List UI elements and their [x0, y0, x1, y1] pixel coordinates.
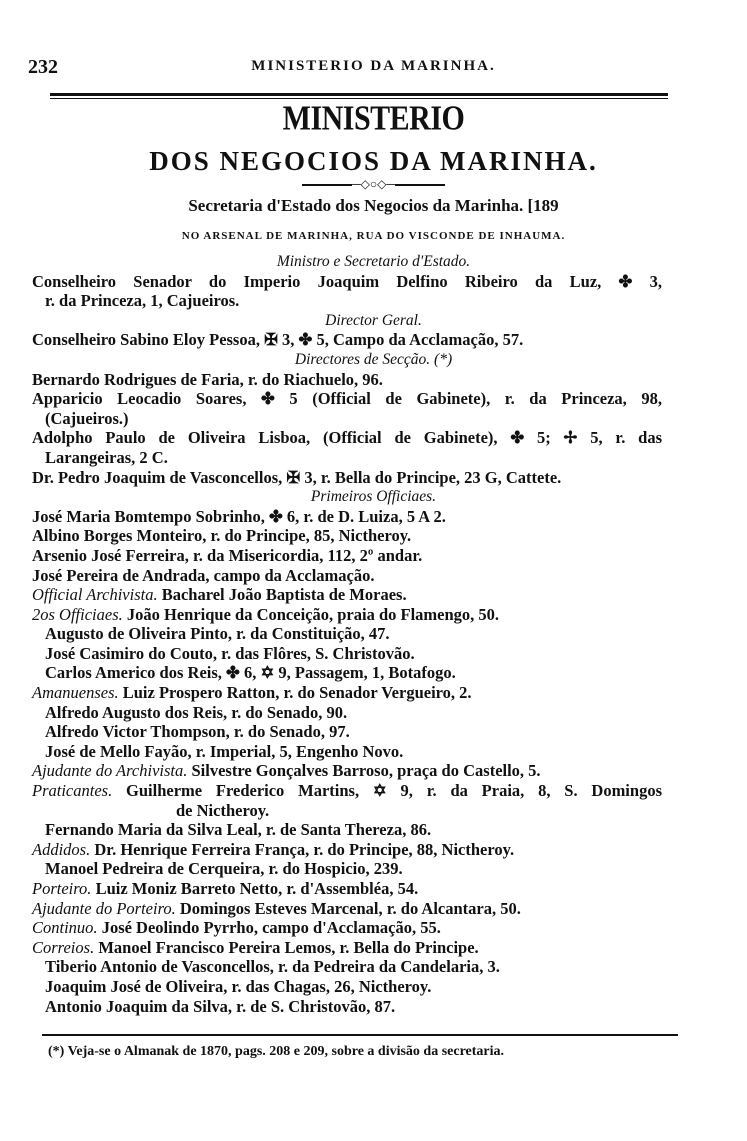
role-label: Ajudante do Porteiro. [32, 898, 176, 918]
list-item [0, 722, 747, 742]
entry-text: Manoel Pedreira de Cerqueira, r. do Hospicio, 239. [45, 859, 403, 879]
list-item [0, 742, 747, 762]
entry-text: Augusto de Oliveira Pinto, r. da Constituição, 47. [45, 624, 390, 644]
entry-text: Fernando Maria da Silva Leal, r. de Santa Thereza, 86. [45, 820, 432, 840]
footnote-rule [42, 1034, 678, 1036]
directory-listing [0, 252, 747, 1016]
entry-text: Tiberio Antonio de Vasconcellos, r. da Pedreira da Candelaria, 3. [45, 957, 500, 977]
list-item [0, 997, 747, 1017]
footnote: (*) Veja-se o Almanak de 1870, pags. 208 e 209, sobre a divisão da secretaria. [48, 1044, 505, 1059]
entry-text: José Deolindo Pyrrho, campo d'Acclamação, 55. [97, 918, 441, 938]
list-item [0, 448, 747, 468]
entry-text: Guilherme Frederico Martins, ✡ 9, r. da Praia, 8, S. Domingos [112, 781, 662, 801]
section-subheading [0, 487, 747, 507]
section-subheading [0, 252, 747, 272]
entry-text: Apparicio Leocadio Soares, ✤ 5 (Official de Gabinete), r. da Princeza, 98, [32, 389, 662, 409]
entry-text: Dr. Pedro Joaquim de Vasconcellos, ✠ 3, r. Bella do Principe, 23 G, Cattete. [32, 467, 562, 487]
entry-text: Larangeiras, 2 C. [45, 447, 168, 467]
entry-text: Director Geral. [325, 311, 422, 329]
page-number: 232 [28, 56, 58, 78]
entry-text: Antonio Joaquim da Silva, r. de S. Christovão, 87. [45, 996, 396, 1016]
list-item [0, 526, 747, 546]
role-label: Porteiro. [32, 879, 92, 898]
list-item [0, 546, 747, 566]
entry-text: José Maria Bomtempo Sobrinho, ✤ 6, r. de D. Luiza, 5 A 2. [32, 506, 446, 526]
entry-text: de Nictheroy. [176, 800, 270, 820]
page-title: MINISTERIO [282, 99, 465, 138]
list-item [0, 859, 747, 879]
entry-text: Alfredo Augusto dos Reis, r. do Senado, 90. [45, 702, 348, 722]
role-label: Praticantes. [32, 781, 113, 801]
list-item [0, 566, 747, 586]
entry-text: Bacharel João Baptista de Moraes. [157, 585, 407, 605]
entry-text: Domingos Esteves Marcenal, r. do Alcantara, 50. [175, 898, 521, 918]
header-rule-thick [50, 93, 668, 96]
entry-text: Dr. Henrique Ferreira França, r. do Principe, 88, Nictheroy. [90, 839, 515, 859]
entry-text: Adolpho Paulo de Oliveira Lisboa, (Official de Gabinete), ✤ 5; ✢ 5, r. das [32, 428, 662, 448]
role-label: 2os Officiaes. [32, 604, 123, 624]
list-item [0, 683, 747, 703]
list-item [0, 644, 747, 664]
list-item [0, 330, 747, 350]
list-item [0, 977, 747, 997]
entry-text: Joaquim José de Oliveira, r. das Chagas, 26, Nictheroy. [45, 976, 432, 996]
entry-text: Directores de Secção. (*) [294, 350, 453, 368]
page-subtitle: DOS NEGOCIOS DA MARINHA. [149, 146, 598, 176]
entry-text: Luiz Moniz Barreto Netto, r. d'Assembléa, 54. [91, 879, 419, 898]
ornament-glyph: ─◇○◇─ [352, 177, 395, 191]
list-item [0, 272, 662, 292]
list-item [0, 585, 747, 605]
list-item [0, 663, 747, 683]
list-item [0, 781, 662, 801]
entry-text: Bernardo Rodrigues de Faria, r. do Riachuelo, 96. [32, 369, 383, 389]
list-item [0, 899, 747, 919]
list-item [0, 820, 747, 840]
list-item [0, 428, 662, 448]
role-label: Continuo. [32, 918, 98, 938]
entry-text: José de Mello Fayão, r. Imperial, 5, Engenho Novo. [45, 741, 404, 761]
entry-text: Ministro e Secretario d'Estado. [276, 253, 471, 270]
list-item [0, 801, 747, 821]
list-item [0, 468, 747, 488]
list-item [0, 703, 747, 723]
entry-text: Silvestre Gonçalves Barroso, praça do Castello, 5. [187, 761, 541, 781]
list-item [0, 624, 747, 644]
section-subheading [0, 350, 747, 370]
entry-text: Arsenio José Ferreira, r. da Misericordia, 112, 2º andar. [32, 545, 423, 565]
entry-text: Conselheiro Senador do Imperio Joaquim Delfino Ribeiro da Luz, ✤ 3, [32, 271, 662, 291]
entry-text: Carlos Americo dos Reis, ✤ 6, ✡ 9, Passagem, 1, Botafogo. [45, 663, 456, 683]
role-label: Addidos. [32, 839, 91, 859]
list-item [0, 938, 747, 958]
entry-text: Albino Borges Monteiro, r. do Principe, 85, Nictheroy. [32, 526, 412, 546]
entry-text: Manoel Francisco Pereira Lemos, r. Bella do Principe. [94, 937, 479, 957]
list-item [0, 409, 747, 429]
entry-text: Primeiros Officiaes. [310, 488, 437, 506]
list-item [0, 389, 662, 409]
entry-text: Luiz Prospero Ratton, r. do Senador Vergueiro, 2. [118, 683, 472, 703]
entry-text: r. da Princeza, 1, Cajueiros. [45, 291, 240, 311]
role-label: Ajudante do Archivista. [32, 761, 188, 781]
list-item [0, 291, 747, 311]
section-subheading [0, 311, 747, 331]
running-head: MINISTERIO DA MARINHA. [251, 58, 496, 74]
entry-text: Alfredo Victor Thompson, r. do Senado, 97. [45, 722, 350, 742]
role-label: Amanuenses. [32, 683, 119, 703]
list-item [0, 840, 747, 860]
section-heading: Secretaria d'Estado dos Negocios da Marinha. [189 [188, 196, 559, 215]
list-item [0, 957, 747, 977]
entry-text: João Henrique da Conceição, praia do Flamengo, 50. [122, 604, 500, 624]
list-item [0, 761, 747, 781]
section-address: NO ARSENAL DE MARINHA, RUA DO VISCONDE DE INHAUMA. [181, 230, 566, 242]
entry-text: José Pereira de Andrada, campo da Acclamação. [32, 565, 375, 585]
list-item [0, 879, 747, 899]
list-item [0, 507, 747, 527]
role-label: Correios. [32, 937, 95, 957]
entry-text: (Cajueiros.) [45, 408, 129, 428]
entry-text: Conselheiro Sabino Eloy Pessoa, ✠ 3, ✤ 5, Campo da Acclamação, 57. [32, 330, 524, 350]
list-item [0, 370, 747, 390]
list-item [0, 605, 747, 625]
ornament-divider [0, 177, 747, 192]
list-item [0, 918, 747, 938]
role-label: Official Archivista. [32, 585, 158, 605]
entry-text: José Casimiro do Couto, r. das Flôres, S. Christovão. [45, 643, 415, 663]
